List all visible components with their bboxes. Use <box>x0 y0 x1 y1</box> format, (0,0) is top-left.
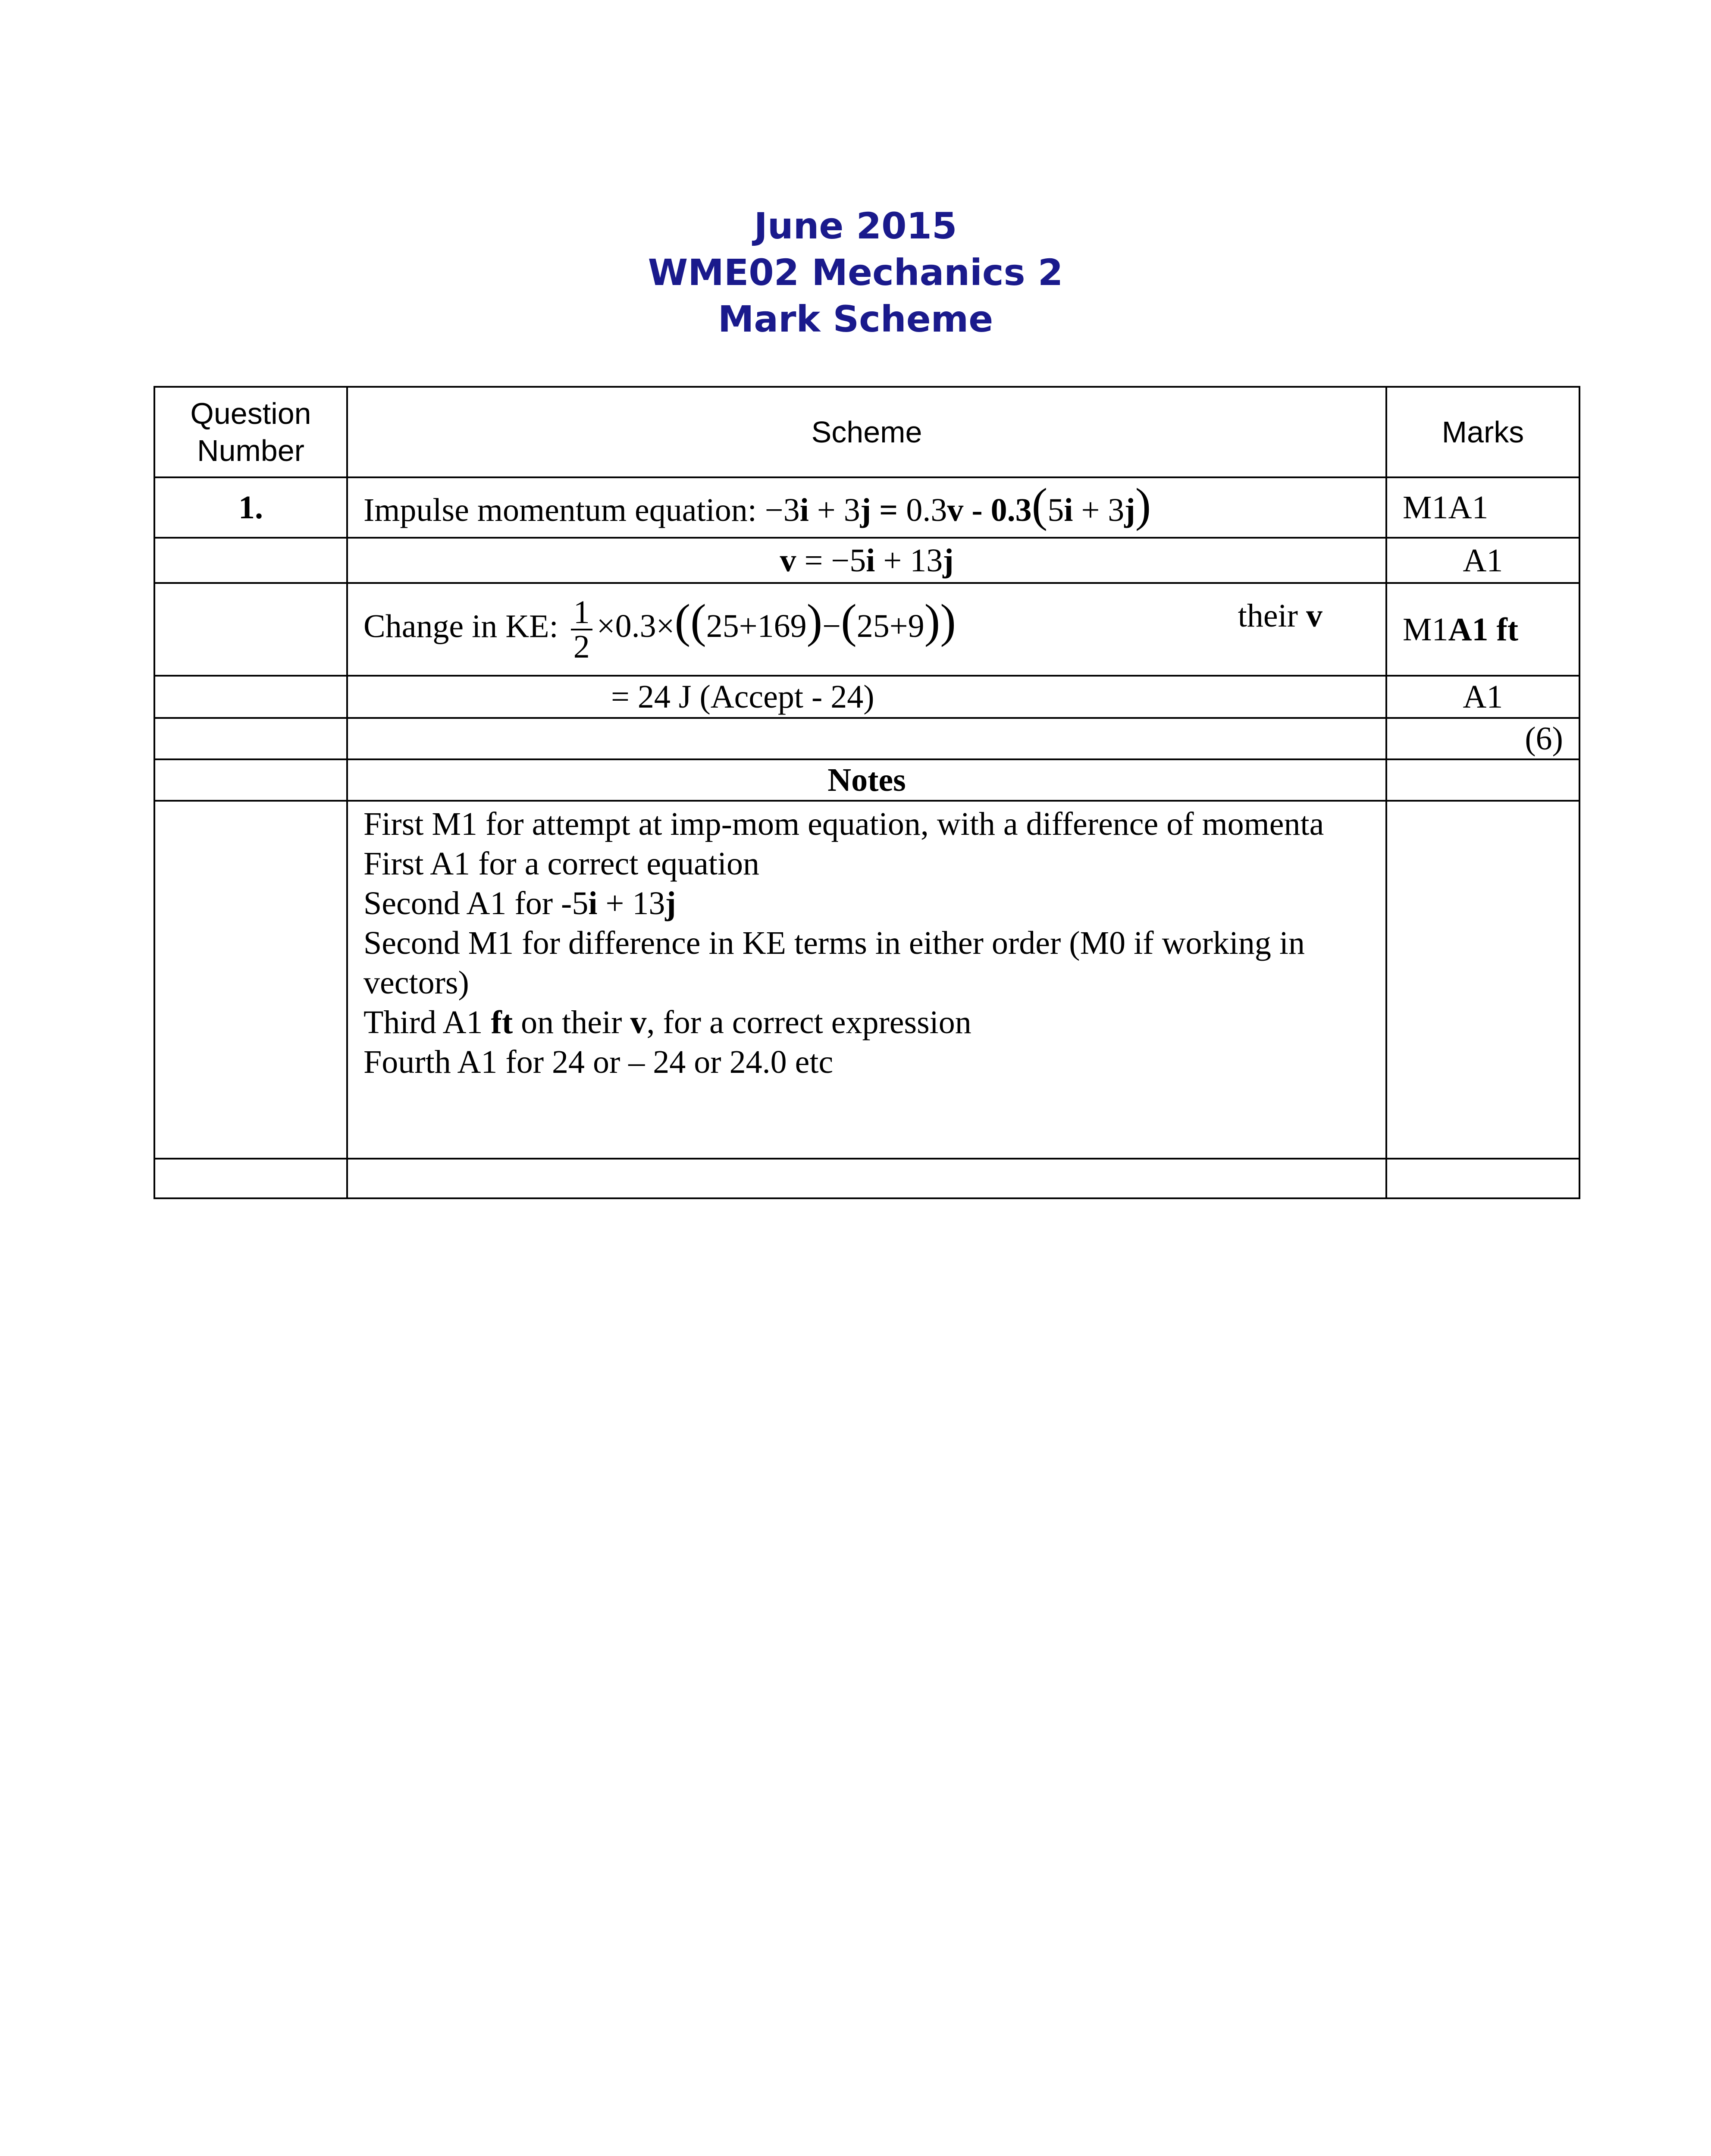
empty-cell <box>154 676 347 718</box>
empty-cell <box>347 718 1386 759</box>
scheme-cell-row1 <box>347 477 1386 538</box>
page-header <box>0 203 1711 342</box>
header-question-line1: Question <box>190 397 311 430</box>
their-v-note: their v <box>1238 597 1322 634</box>
empty-cell <box>154 718 347 759</box>
question-number: 1. <box>154 477 347 538</box>
header-question-number <box>154 387 347 477</box>
ke-change-cell <box>347 583 1386 676</box>
table-row <box>154 676 1579 718</box>
note-line: Fourth A1 for 24 or – 24 or 24.0 etc <box>364 1044 834 1080</box>
marks-row1: M1A1 <box>1386 477 1579 538</box>
fraction-half: $\frac{1}{2}$ <box>571 596 592 663</box>
header-date: June 2015 <box>754 205 957 247</box>
notes-body <box>347 801 1386 1159</box>
empty-cell <box>154 1159 347 1198</box>
note-line: Third A1 ft on their v, for a correct expression <box>364 1004 971 1040</box>
header-question-line2: Number <box>197 434 304 467</box>
table-row <box>154 1159 1579 1198</box>
impulse-equation: −3i + 3j = 0.3v - 0.3(5i + 3j) <box>765 479 1151 531</box>
header-marks: Marks <box>1386 387 1579 477</box>
empty-cell <box>154 538 347 583</box>
table-row <box>154 477 1579 538</box>
total-marks: (6) <box>1386 718 1579 759</box>
marks-row3: M1A1 ft <box>1386 583 1579 676</box>
table-row <box>154 718 1579 759</box>
table-row <box>154 538 1579 583</box>
mark-scheme-table <box>154 386 1580 1199</box>
row3-label: Change in KE: <box>364 608 558 644</box>
note-line: Second A1 for -5i + 13j <box>364 885 676 921</box>
empty-cell <box>1386 801 1579 1159</box>
notes-heading: Notes <box>347 759 1386 801</box>
empty-cell <box>1386 1159 1579 1198</box>
row1-label: Impulse momentum equation: <box>364 492 757 528</box>
table-row <box>154 801 1579 1159</box>
marks-row4: A1 <box>1386 676 1579 718</box>
empty-cell <box>154 801 347 1159</box>
velocity-equation: v = −5i + 13j <box>347 538 1386 583</box>
note-line: Second M1 for difference in KE terms in either order (M0 if working in vectors) <box>364 925 1305 1001</box>
empty-cell <box>1386 759 1579 801</box>
header-scheme: Scheme <box>347 387 1386 477</box>
marks-row2: A1 <box>1386 538 1579 583</box>
table-row <box>154 583 1579 676</box>
header-paper: WME02 Mechanics 2 <box>648 251 1063 294</box>
note-line: First A1 for a correct equation <box>364 846 760 882</box>
empty-cell <box>154 759 347 801</box>
table-row <box>154 759 1579 801</box>
empty-cell <box>347 1159 1386 1198</box>
ke-answer: = 24 J (Accept - 24) <box>347 676 1386 718</box>
empty-cell <box>154 583 347 676</box>
table-header-row <box>154 387 1579 477</box>
note-line: First M1 for attempt at imp-mom equation, with a difference of momenta <box>364 806 1324 842</box>
ke-expression: ×0.3×((25+169)−(25+9)) <box>596 594 956 647</box>
header-title: Mark Scheme <box>718 298 993 340</box>
